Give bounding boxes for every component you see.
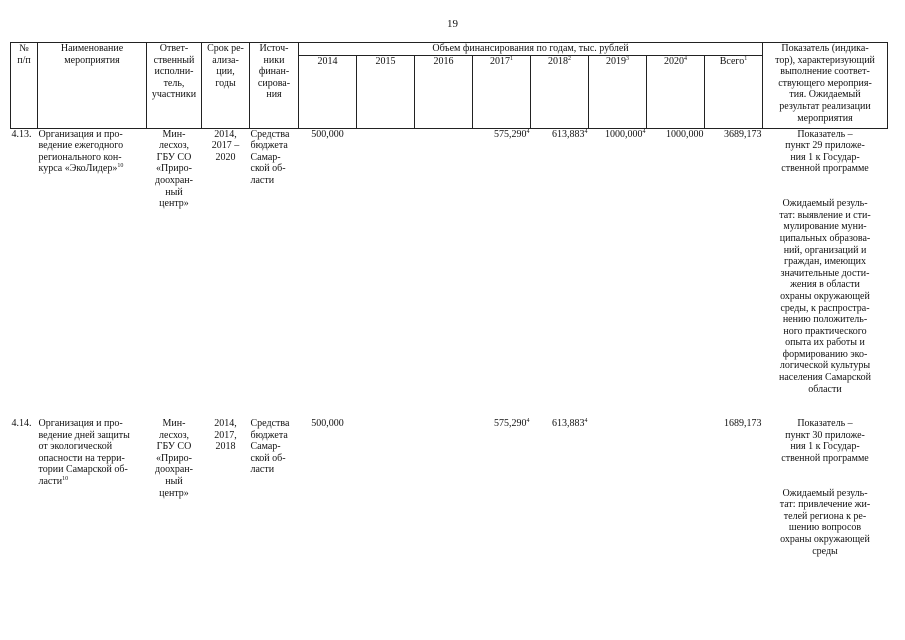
value-cell [647, 418, 705, 557]
header-name: Наименование мероприятия [38, 43, 147, 129]
executor-cell: Мин- лесхоз, ГБУ СО «Приро- доохран- ный центр» [155, 418, 193, 499]
indicator-text: Показатель – пункт 29 приложе- ния 1 к Государ- ственной программе [781, 128, 869, 175]
value-cell [415, 418, 473, 557]
term-cell: 2014, 2017 – 2020 [211, 128, 240, 163]
funding-table [10, 42, 888, 557]
header-num: № п/п [11, 43, 38, 129]
year-header: 2014 [299, 55, 357, 128]
header-executor: Ответ- ственный исполни- тель, участники [147, 43, 202, 129]
year-header: Всего$^1$ [705, 55, 763, 128]
header-indicator: Показатель (индика- тор), характеризующий выполнение соответ- ствующего мероприя- тия. Ожидаемый результат реализации мероприятия [763, 43, 888, 129]
value-cell: 575,290$^4$ [494, 128, 530, 140]
year-header: 2016 [415, 55, 473, 128]
total-cell: 3689,173 [724, 128, 762, 140]
row-number: 4.13. [11, 128, 32, 140]
source-cell: Средства бюджета Самар- ской об- ласти [250, 128, 290, 186]
year-header: 2019$^3$ [589, 55, 647, 128]
measure-name: Организация и про- ведение дней защиты от экологической опасности на терри- тории Самарской об- ласти$^{10}$ [38, 418, 130, 488]
year-header: 2018$^2$ [531, 55, 589, 128]
value-cell [357, 128, 415, 418]
table-row [11, 128, 888, 418]
source-cell: Средства бюджета Самар- ской об- ласти [250, 418, 290, 476]
header-funding: Объем финансирования по годам, тыс. рублей [299, 43, 763, 56]
expected-result-text: Ожидаемый резуль- тат: выявление и сти- мулирование муни- ципальных образова- ний, организаций и граждан, имеющих значительные дости- жения в области охраны окружающей среды, к распростра- нению положитель- ного практического опыта их работы и формированию эко- логической культуры населения Самарской области [779, 198, 871, 395]
value-cell: 1000,000 [666, 128, 704, 140]
table-row [11, 418, 888, 557]
value-cell: 500,000 [311, 418, 344, 430]
indicator-text: Показатель – пункт 30 приложе- ния 1 к Государ- ственной программе [781, 418, 869, 464]
value-cell: 613,883$^4$ [552, 128, 588, 140]
page-number: 19 [447, 18, 458, 30]
year-header: 2017$^1$ [473, 55, 531, 128]
value-cell [357, 418, 415, 557]
value-cell: 613,883$^4$ [552, 418, 588, 430]
value-cell: 500,000 [311, 128, 344, 140]
header-term: Срок ре- ализа- ции, годы [202, 43, 250, 129]
year-header: 2020$^4$ [647, 55, 705, 128]
year-header: 2015 [357, 55, 415, 128]
value-cell: 1000,000$^4$ [605, 128, 646, 140]
value-cell [415, 128, 473, 418]
row-number: 4.14. [11, 418, 32, 430]
measure-name: Организация и про- ведение ежегодного регионального кон- курса «ЭкоЛидер»$^{10}$ [38, 128, 124, 175]
table-header [11, 43, 888, 129]
executor-cell: Мин- лесхоз, ГБУ СО «Приро- доохран- ный центр» [155, 128, 193, 210]
header-source: Источ- ники финан- сирова- ния [250, 43, 299, 129]
value-cell [589, 418, 647, 557]
term-cell: 2014, 2017, 2018 [214, 418, 237, 453]
indicator-cell [763, 418, 888, 557]
expected-result-text: Ожидаемый резуль- тат: привлечение жи- телей региона к ре- шению вопросов охраны окружающей среды [779, 487, 871, 557]
indicator-cell [763, 128, 888, 418]
total-cell: 1689,173 [724, 418, 762, 430]
value-cell: 575,290$^4$ [494, 418, 530, 430]
